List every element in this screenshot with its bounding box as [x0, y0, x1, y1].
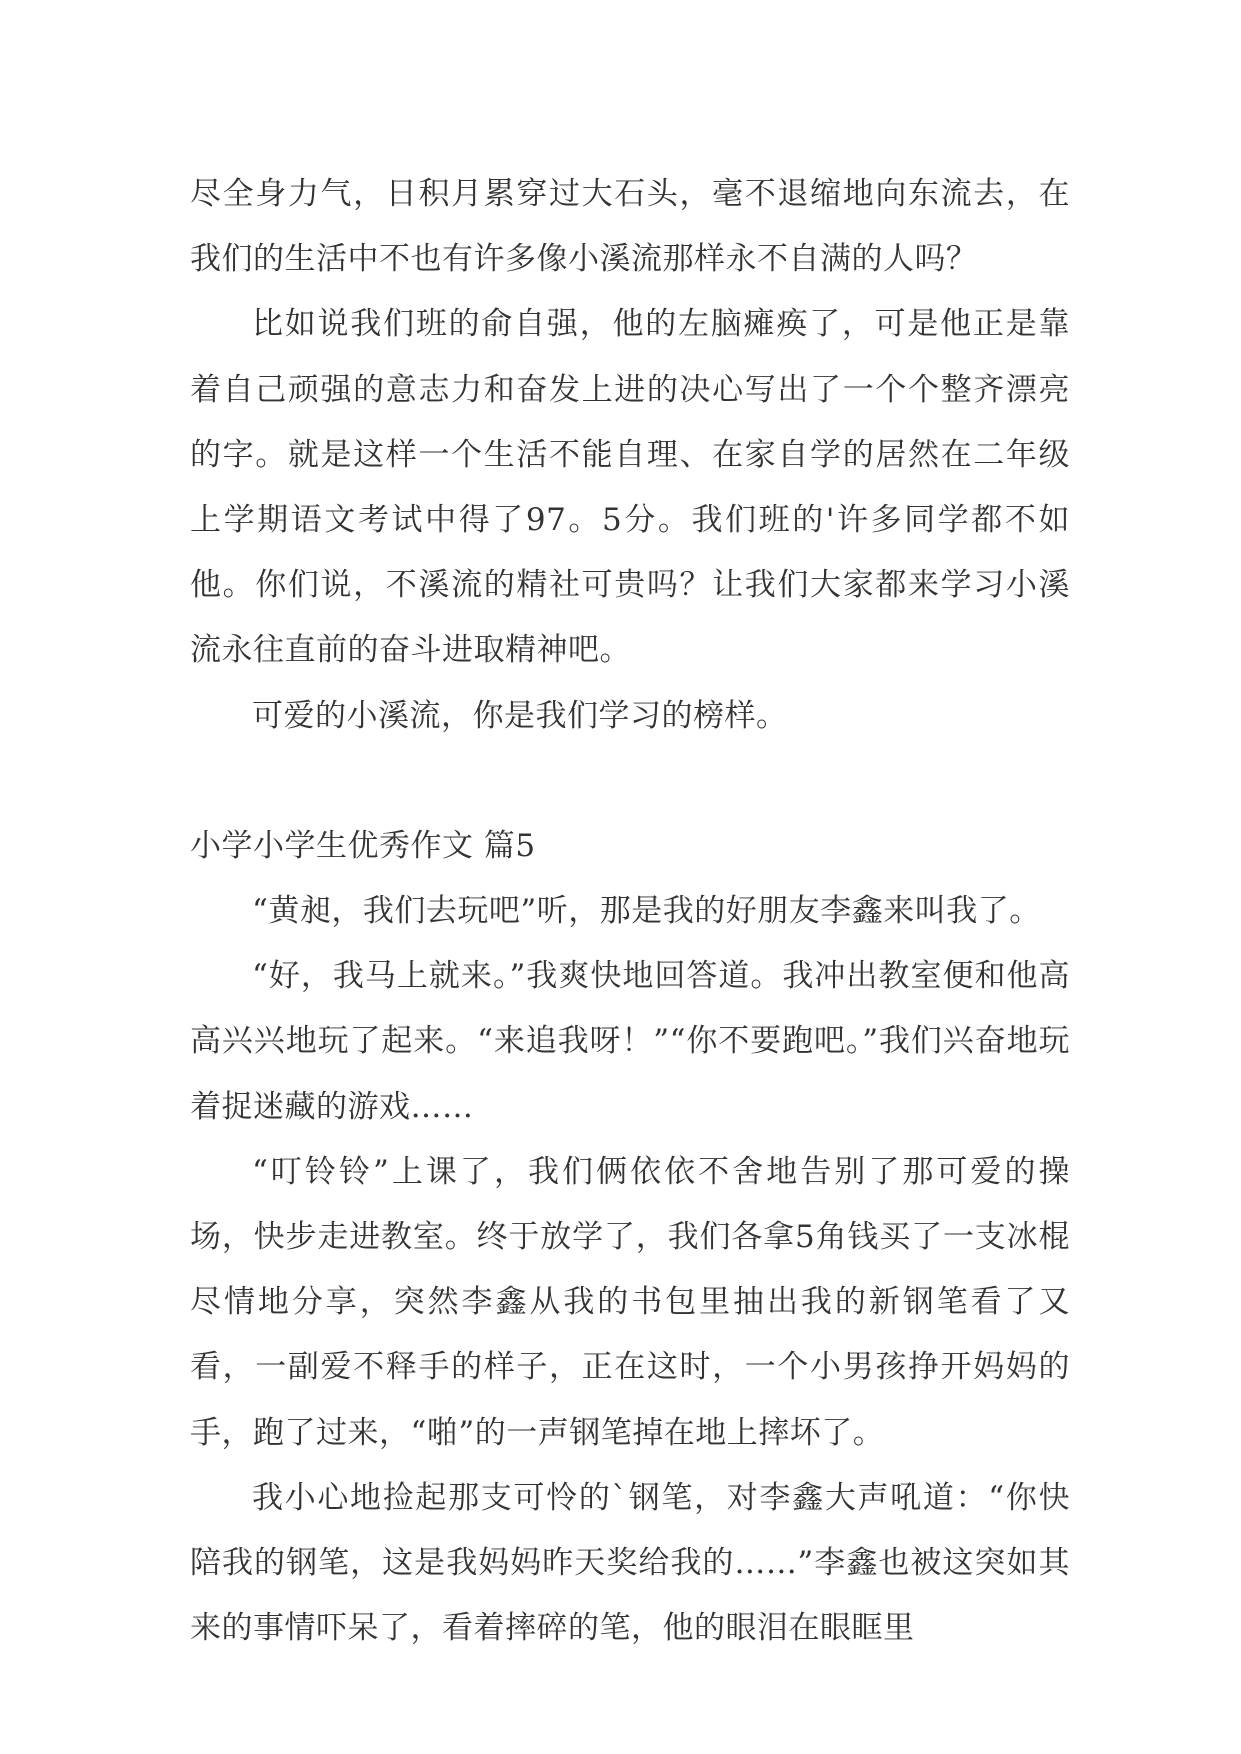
- paragraph: “好，我马上就来。”我爽快地回答道。我冲出教室便和他高高兴兴地玩了起来。“来追我呀！”“你不要跑吧。”我们兴奋地玩着捉迷藏的游戏……: [190, 958, 1070, 1125]
- document-body: [190, 162, 1070, 1661]
- paragraph: “叮铃铃”上课了，我们俩依依不舍地告别了那可爱的操场，快步走进教室。终于放学了，我们各拿5角钱买了一支冰棍尽情地分享，突然李鑫从我的书包里抽出我的新钢笔看了又看，一副爱不释手的样子，正在这时，一个小男孩挣开妈妈的手，跑了过来，“啪”的一声钢笔掉在地上摔坏了。: [190, 1153, 1070, 1451]
- paragraph: 比如说我们班的俞自强，他的左脑瘫痪了，可是他正是靠着自己顽强的意志力和奋发上进的决心写出了一个个整齐漂亮的字。就是这样一个生活不能自理、在家自学的居然在二年级上学期语文考试中得了97。5分。我们班的'许多同学都不如他。你们说，不溪流的精社可贵吗？让我们大家都来学习小溪流永往直前的奋斗进取精神吧。: [190, 306, 1070, 669]
- section-title: 小学小学生优秀作文 篇5: [190, 827, 536, 864]
- paragraph: “黄昶，我们去玩吧”听，那是我的好朋友李鑫来叫我了。: [252, 893, 1041, 930]
- paragraph: 可爱的小溪流，你是我们学习的榜样。: [252, 697, 788, 734]
- paragraph: 尽全身力气，日积月累穿过大石头，毫不退缩地向东流去，在我们的生活中不也有许多像小溪流那样永不自满的人吗？: [190, 176, 1070, 278]
- section-spacer: [190, 749, 1070, 814]
- paragraph: 我小心地捡起那支可怜的`钢笔，对李鑫大声吼道：“你快陪我的钢笔，这是我妈妈昨天奖给我的……”李鑫也被这突如其来的事情吓呆了，看着摔碎的笔，他的眼泪在眼眶里: [190, 1479, 1070, 1647]
